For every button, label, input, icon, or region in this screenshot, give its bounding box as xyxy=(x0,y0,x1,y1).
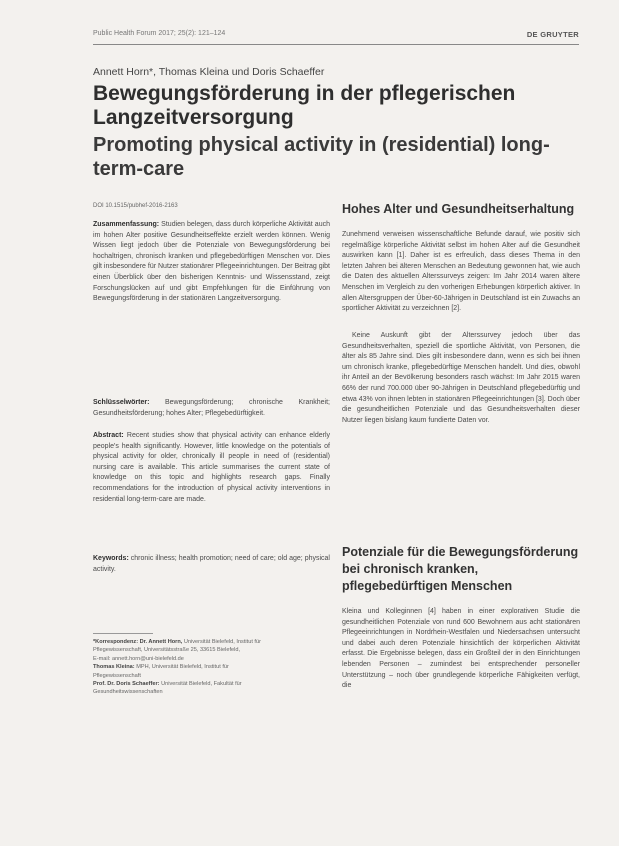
body-paragraph: Keine Auskunft gibt der Alterssurvey jedoch über das Gesundheitsverhalten, speziell die sportliche Aktivität, von Personen, die älter als 85 Jahre sind. Dies gilt insbesondere dann, wenn es sich bei ihnen um chronisch kranke, pflegebedürftige Menschen handelt. Und dies, obwohl ihr Anteil an der Bevölkerung besonders rasch wächst: Im Jahr 2015 waren 66% der rund 700.000 über 90-Jährigen in Deutschland pflegebedürftig und etwa 43% von ihnen lebten in stationären Pflegeeinrichtungen [3]. Doch über die gesundheitlichen Potenziale und das Gesundheitsverhalten dieser Nutzer liegen bislang kaum fundierte Daten vor. xyxy=(342,332,580,424)
abstract-paragraph xyxy=(93,431,330,505)
footnote-line: *Korrespondenz: Dr. Annett Horn, Universität Bielefeld, Institut für xyxy=(93,639,261,645)
abstract-label: Abstract: xyxy=(93,432,124,439)
section-heading-hohes-alter: Hohes Alter und Gesundheitserhaltung xyxy=(342,202,575,216)
header-rule xyxy=(93,44,579,45)
running-header xyxy=(93,30,579,42)
abstract-text: Recent studies show that physical activity can enhance elderly people's health significantly. However, little knowledge on the potentials of physical activity for older, chronically ill people in need of (residential) nursing care is available. This article summarises the current state of knowledge on this topic and highlights research gaps. Finally recommendations for the introduction of physical activity interventions in residential long-term-care are made. xyxy=(93,432,330,503)
schluesselwoerter-paragraph xyxy=(93,398,330,419)
title-english: Promoting physical activity in (residential) long-term-care xyxy=(93,134,550,180)
schluesselwoerter-text: Bewegungsförderung; chronische Krankheit; Gesundheitsförderung; hohes Alter; Pflegebedürftigkeit. xyxy=(93,399,330,417)
footnote-line: Pflegewissenschaft, Universitätsstraße 25, 33615 Bielefeld, xyxy=(93,647,241,654)
footnote-rule xyxy=(93,633,153,634)
footnote-line: Thomas Kleina: MPH, Universität Bielefeld, Institut für xyxy=(93,664,229,671)
keywords-label: Keywords: xyxy=(93,555,129,562)
footnote-line xyxy=(93,655,330,663)
doi-line: DOI 10.1515/pubhef-2016-2163 xyxy=(93,203,178,209)
schluesselwoerter-label: Schlüsselwörter: xyxy=(93,399,150,406)
journal-citation: Public Health Forum 2017; 25(2): 121–124 xyxy=(93,30,226,37)
footnote-line: Gesundheitswissenschaften xyxy=(93,689,163,696)
email-link[interactable]: E-mail: annett.horn@uni-bielefeld.de xyxy=(93,655,184,662)
keywords-paragraph xyxy=(93,554,330,575)
body-paragraph: Kleina und Kolleginnen [4] haben in einer explorativen Studie die gesundheitlichen Potenziale von rund 600 Bewohnern aus acht stationären Pflegeeinrichtungen in Nordrhein-Westfalen und Niedersachsen untersucht und dabei auch deren Potenziale hinsichtlich der körperlichen Aktivität erfasst. Die Ergebnisse belegen, dass ein Großteil der in den Einrichtungen lebenden Personen – zumindest bei entsprechender personeller Unterstützung – noch über grundlegende körperliche Fähigkeiten verfügt, die xyxy=(342,608,580,690)
author-list: Annett Horn*, Thomas Kleina und Doris Schaeffer xyxy=(93,66,325,78)
zusammenfassung-text: Studien belegen, dass durch körperliche Aktivität auch im hohen Alter positive Gesundheitseffekte erzielt werden können. Wenig Wissen liegt jedoch über die Potenziale von Bewegungsförderung bei hochaltrigen, chronisch kranken und pflegebedürftigen Menschen vor. Dies gilt insbesondere für Nutzer stationärer Pflegeeinrichtungen. Der Beitrag gibt einen Überblick über den bisherigen Kenntnis- und Wissensstand, zeigt Forschungslücken auf und gibt Empfehlungen für die Einführung von Bewegungsförderung in der stationären Langzeitversorgung. xyxy=(93,221,330,303)
footnote-line: Pflegewissenschaft xyxy=(93,672,141,679)
title-german: Bewegungsförderung in der pflegerischen Langzeitversorgung xyxy=(93,82,516,129)
correspondence-footnote xyxy=(93,638,330,697)
publisher-logo: DE GRUYTER xyxy=(526,30,579,39)
body-paragraph: Zunehmend verweisen wissenschaftliche Befunde darauf, wie positiv sich regelmäßige körperliche Aktivität selbst im hohen Alter auf die Gesundheit auswirken kann [1]. Daher ist es erfreulich, dass dieses Thema in den letzten Jahren bei älteren Menschen an Bedeutung gewonnen hat, wie auch die Daten des aktuellen Alterssurveys zeigen: Im Jahr 2014 waren ältere Menschen im Vergleich zu den vorherigen Erhebungen körperlich aktiver. In allen Altersgruppen der Über-60-Jährigen in Deutschland ist ein Zuwachs an sportlicher Aktivität zu verzeichnen [2]. xyxy=(342,231,580,313)
footnote-line: Prof. Dr. Doris Schaeffer: Universität Bielefeld, Fakultät für xyxy=(93,681,242,688)
keywords-text: chronic illness; health promotion; need of care; old age; physical activity. xyxy=(93,555,330,573)
zusammenfassung-paragraph xyxy=(93,220,330,305)
zusammenfassung-label: Zusammenfassung: xyxy=(93,221,160,228)
section-heading-potenziale: Potenziale für die Bewegungsförderung bei chronisch kranken, pflegebedürftigen Menschen xyxy=(342,545,579,593)
